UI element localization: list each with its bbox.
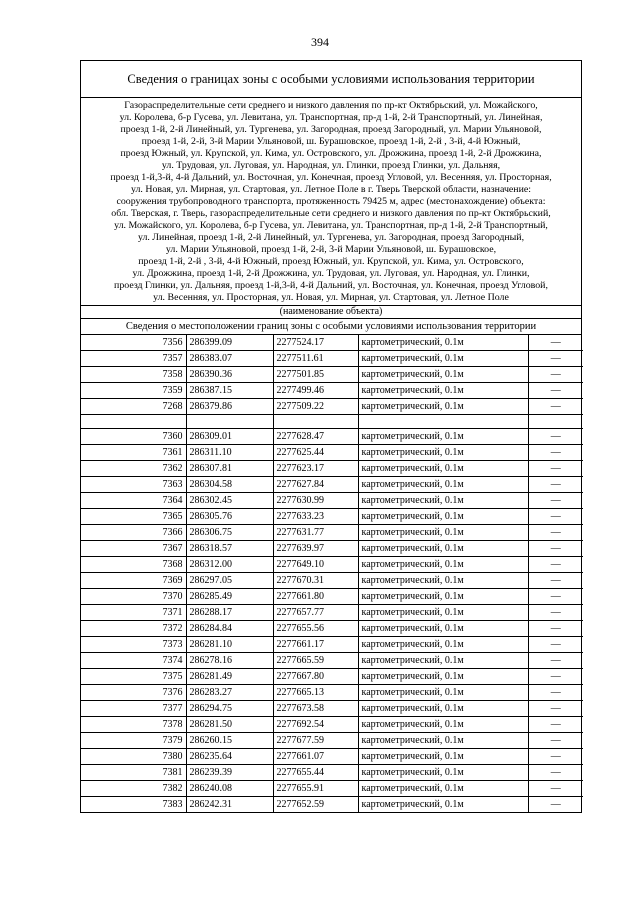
y-coordinate-cell: 2277633.23 [273,509,358,525]
x-coordinate-cell: 286390.36 [186,367,273,383]
table-row [81,399,583,415]
table-row [81,701,583,717]
method-cell: картометрический, 0.1м [358,621,528,637]
point-number-cell: 7363 [81,477,186,493]
description-line: ул. Новая, ул. Мирная, ул. Стартовая, ул. Летное Поле в г. Тверь Тверской области, назначение: [130,184,532,195]
note-cell: — [528,351,583,367]
method-cell: картометрический, 0.1м [358,493,528,509]
point-number-cell: 7357 [81,351,186,367]
note-cell: — [528,749,583,765]
coordinates-table [81,335,583,812]
method-cell: картометрический, 0.1м [358,383,528,399]
y-coordinate-cell: 2277649.10 [273,557,358,573]
note-cell: — [528,765,583,781]
description-line: ул. Королева, б-р Гусева, ул. Левитана, ул. Транспортная, пр-д 1-й, 2-й Транспортный, ул. Линейная, [119,112,543,123]
table-row [81,621,583,637]
x-coordinate-cell: 286309.01 [186,429,273,445]
note-cell: — [528,589,583,605]
point-number-cell: 7356 [81,335,186,351]
table-row [81,541,583,557]
table-row [81,653,583,669]
method-cell: картометрический, 0.1м [358,781,528,797]
table-row [81,383,583,399]
table-row [81,797,583,813]
method-cell: картометрический, 0.1м [358,733,528,749]
coordinates-subtitle: Сведения о местоположении границ зоны с особыми условиями использования территории [81,319,581,335]
point-number-cell: 7364 [81,493,186,509]
point-number-cell: 7366 [81,525,186,541]
x-coordinate-cell: 286311.10 [186,445,273,461]
method-cell: картометрический, 0.1м [358,685,528,701]
y-coordinate-cell: 2277652.59 [273,797,358,813]
note-cell: — [528,399,583,415]
table-row [81,525,583,541]
point-number-cell: 7361 [81,445,186,461]
x-coordinate-cell: 286383.07 [186,351,273,367]
note-cell: — [528,733,583,749]
method-cell: картометрический, 0.1м [358,765,528,781]
y-coordinate-cell: 2277511.61 [273,351,358,367]
point-number-cell: 7381 [81,765,186,781]
point-number-cell: 7365 [81,509,186,525]
table-row [81,509,583,525]
table-row [81,429,583,445]
point-number-cell: 7268 [81,399,186,415]
x-coordinate-cell: 286307.81 [186,461,273,477]
x-coordinate-cell: 286387.15 [186,383,273,399]
description-line: сооружения трубопроводного транспорта, протяженность 79425 м, адрес (местонахождение) объекта: [116,196,546,207]
description-line: обл. Тверская, г. Тверь, газораспределительные сети среднего и низкого давления по пр-кт Октябрьский, [111,208,551,219]
description-line: ул. Трудовая, ул. Луговая, ул. Народная, ул. Глинки, проезд Глинки, ул. Дальняя, [161,160,501,171]
note-cell: — [528,477,583,493]
note-cell: — [528,573,583,589]
description-line: проезд 1-й, 2-й, 3-й Марии Ульяновой, ш. Бурашовское, проезд 1-й, 2-й , 3-й, 4-й Южный, [141,136,521,147]
table-row [81,351,583,367]
y-coordinate-cell: 2277623.17 [273,461,358,477]
method-cell: картометрический, 0.1м [358,399,528,415]
x-coordinate-cell: 286283.27 [186,685,273,701]
note-cell: — [528,669,583,685]
point-number-cell: 7362 [81,461,186,477]
table-row [81,367,583,383]
note-cell: — [528,509,583,525]
note-cell: — [528,797,583,813]
method-cell: картометрический, 0.1м [358,367,528,383]
point-number-cell: 7376 [81,685,186,701]
y-coordinate-cell: 2277655.56 [273,621,358,637]
point-number-cell: 7359 [81,383,186,399]
method-cell: картометрический, 0.1м [358,477,528,493]
x-coordinate-cell [186,415,273,429]
point-number-cell [81,415,186,429]
point-number-cell: 7383 [81,797,186,813]
description-line: проезд 1-й, 2-й Линейный, ул. Тургенева, ул. Загородная, проезд Загородный, ул. Марии Ульяновой, [120,124,542,135]
method-cell: картометрический, 0.1м [358,461,528,477]
table-row [81,461,583,477]
point-number-cell: 7372 [81,621,186,637]
description-line: проезд 1-й,3-й, 4-й Дальний, ул. Восточная, ул. Конечная, проезд Угловой, ул. Весенняя, ул. Просторная, [110,172,552,183]
note-cell: — [528,637,583,653]
document-title: Сведения о границах зоны с особыми условиями использования территории [81,61,581,98]
description-line: ул. Марии Ульяновой, проезд 1-й, 2-й, 3-й Марии Ульяновой, ш. Бурашовское, [165,244,497,255]
description-line: проезд Южный, ул. Крупской, ул. Кима, ул. Островского, ул. Дрожжина, проезд 1-й, 2-й Дрожжина, [120,148,542,159]
y-coordinate-cell [273,415,358,429]
note-cell: — [528,541,583,557]
y-coordinate-cell: 2277661.17 [273,637,358,653]
method-cell: картометрический, 0.1м [358,749,528,765]
y-coordinate-cell: 2277628.47 [273,429,358,445]
y-coordinate-cell: 2277661.07 [273,749,358,765]
x-coordinate-cell: 286312.00 [186,557,273,573]
description-line: ул. Можайского, ул. Королева, б-р Гусева, ул. Левитана, ул. Транспортная, пр-д 1-й, 2-й Транспортный, [114,220,548,231]
y-coordinate-cell: 2277673.58 [273,701,358,717]
point-number-cell: 7373 [81,637,186,653]
note-cell: — [528,445,583,461]
note-cell: — [528,429,583,445]
object-name-label: (наименование объекта) [81,306,581,319]
table-row [81,749,583,765]
y-coordinate-cell: 2277692.54 [273,717,358,733]
x-coordinate-cell: 286302.45 [186,493,273,509]
y-coordinate-cell: 2277625.44 [273,445,358,461]
note-cell: — [528,685,583,701]
y-coordinate-cell: 2277631.77 [273,525,358,541]
y-coordinate-cell: 2277630.99 [273,493,358,509]
y-coordinate-cell: 2277639.97 [273,541,358,557]
method-cell: картометрический, 0.1м [358,797,528,813]
note-cell: — [528,383,583,399]
x-coordinate-cell: 286304.58 [186,477,273,493]
point-number-cell: 7360 [81,429,186,445]
point-number-cell: 7371 [81,605,186,621]
method-cell: картометрический, 0.1м [358,589,528,605]
note-cell: — [528,525,583,541]
method-cell: картометрический, 0.1м [358,701,528,717]
point-number-cell: 7382 [81,781,186,797]
table-row [81,685,583,701]
note-cell: — [528,717,583,733]
table-row [81,765,583,781]
x-coordinate-cell: 286240.08 [186,781,273,797]
table-row [81,781,583,797]
y-coordinate-cell: 2277665.13 [273,685,358,701]
document-table [80,60,582,813]
x-coordinate-cell: 286399.09 [186,335,273,351]
note-cell: — [528,781,583,797]
method-cell: картометрический, 0.1м [358,509,528,525]
point-number-cell: 7377 [81,701,186,717]
x-coordinate-cell: 286239.39 [186,765,273,781]
y-coordinate-cell: 2277677.59 [273,733,358,749]
method-cell: картометрический, 0.1м [358,335,528,351]
description-line: проезд Глинки, ул. Дальняя, проезд 1-й,3-й, 4-й Дальний, ул. Восточная, ул. Конечная, проезд Угловой, [114,280,548,291]
x-coordinate-cell: 286288.17 [186,605,273,621]
point-number-cell: 7374 [81,653,186,669]
y-coordinate-cell: 2277667.80 [273,669,358,685]
note-cell: — [528,461,583,477]
method-cell: картометрический, 0.1м [358,541,528,557]
description-line: ул. Дрожжина, проезд 1-й, 2-й Дрожжина, ул. Трудовая, ул. Луговая, ул. Народная, ул. Глинки, [132,268,530,279]
x-coordinate-cell: 286278.16 [186,653,273,669]
note-cell: — [528,621,583,637]
method-cell: картометрический, 0.1м [358,525,528,541]
note-cell: — [528,367,583,383]
table-row [81,605,583,621]
method-cell [358,415,528,429]
table-row [81,637,583,653]
description-line: Газораспределительные сети среднего и низкого давления по пр-кт Октябрьский, ул. Можайского, [124,100,538,111]
method-cell: картометрический, 0.1м [358,351,528,367]
table-row [81,477,583,493]
note-cell: — [528,701,583,717]
x-coordinate-cell: 286305.76 [186,509,273,525]
note-cell: — [528,557,583,573]
point-number-cell: 7369 [81,573,186,589]
point-number-cell: 7368 [81,557,186,573]
y-coordinate-cell: 2277657.77 [273,605,358,621]
x-coordinate-cell: 286285.49 [186,589,273,605]
y-coordinate-cell: 2277627.84 [273,477,358,493]
y-coordinate-cell: 2277655.91 [273,781,358,797]
x-coordinate-cell: 286294.75 [186,701,273,717]
table-row [81,493,583,509]
y-coordinate-cell: 2277670.31 [273,573,358,589]
point-number-cell: 7378 [81,717,186,733]
x-coordinate-cell: 286284.84 [186,621,273,637]
page-number: 394 [311,35,329,49]
table-row [81,733,583,749]
method-cell: картометрический, 0.1м [358,717,528,733]
point-number-cell: 7367 [81,541,186,557]
y-coordinate-cell: 2277665.59 [273,653,358,669]
x-coordinate-cell: 286318.57 [186,541,273,557]
table-row [81,557,583,573]
table-row-blank [81,415,583,429]
method-cell: картометрический, 0.1м [358,429,528,445]
table-row [81,669,583,685]
note-cell [528,415,583,429]
note-cell: — [528,493,583,509]
method-cell: картометрический, 0.1м [358,669,528,685]
method-cell: картометрический, 0.1м [358,605,528,621]
table-row [81,335,583,351]
y-coordinate-cell: 2277501.85 [273,367,358,383]
table-row [81,573,583,589]
description-line: ул. Весенняя, ул. Просторная, ул. Новая, ул. Мирная, ул. Стартовая, ул. Летное Поле [153,292,509,303]
object-description [81,98,581,306]
description-line: проезд 1-й, 2-й , 3-й, 4-й Южный, проезд Южный, ул. Крупской, ул. Кима, ул. Островского, [138,256,524,267]
point-number-cell: 7375 [81,669,186,685]
x-coordinate-cell: 286260.15 [186,733,273,749]
point-number-cell: 7370 [81,589,186,605]
y-coordinate-cell: 2277509.22 [273,399,358,415]
x-coordinate-cell: 286297.05 [186,573,273,589]
table-row [81,589,583,605]
method-cell: картометрический, 0.1м [358,445,528,461]
method-cell: картометрический, 0.1м [358,653,528,669]
method-cell: картометрический, 0.1м [358,573,528,589]
x-coordinate-cell: 286281.49 [186,669,273,685]
x-coordinate-cell: 286281.10 [186,637,273,653]
y-coordinate-cell: 2277661.80 [273,589,358,605]
x-coordinate-cell: 286281.50 [186,717,273,733]
y-coordinate-cell: 2277499.46 [273,383,358,399]
x-coordinate-cell: 286235.64 [186,749,273,765]
point-number-cell: 7358 [81,367,186,383]
table-row [81,445,583,461]
method-cell: картометрический, 0.1м [358,557,528,573]
y-coordinate-cell: 2277524.17 [273,335,358,351]
x-coordinate-cell: 286306.75 [186,525,273,541]
x-coordinate-cell: 286379.86 [186,399,273,415]
method-cell: картометрический, 0.1м [358,637,528,653]
point-number-cell: 7379 [81,733,186,749]
note-cell: — [528,653,583,669]
description-line: ул. Линейная, проезд 1-й, 2-й Линейный, ул. Тургенева, ул. Загородная, проезд Загородный, [137,232,525,243]
x-coordinate-cell: 286242.31 [186,797,273,813]
y-coordinate-cell: 2277655.44 [273,765,358,781]
note-cell: — [528,605,583,621]
table-row [81,717,583,733]
note-cell: — [528,335,583,351]
point-number-cell: 7380 [81,749,186,765]
